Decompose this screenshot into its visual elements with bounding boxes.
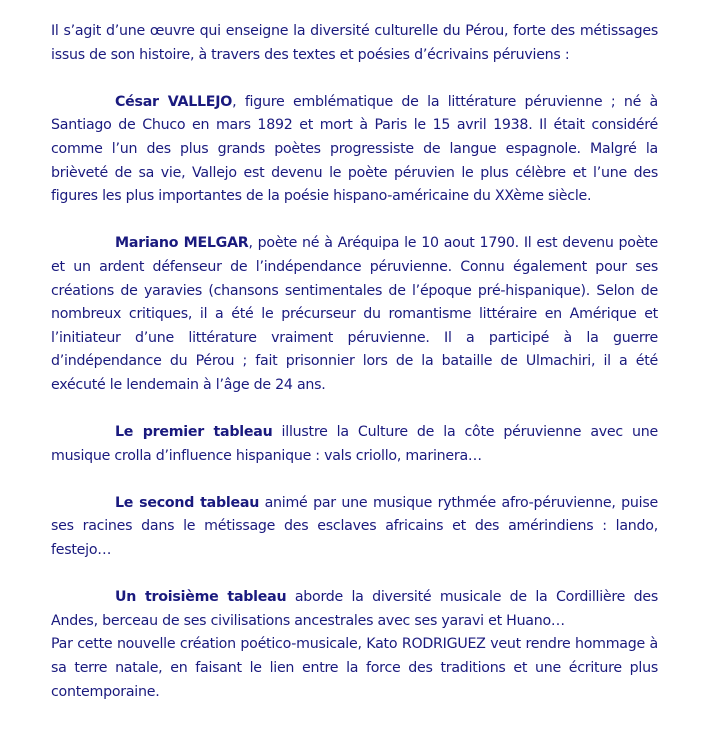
melgar-name: Mariano MELGAR [115, 235, 249, 252]
vallejo-name: César VALLEJO [115, 93, 233, 110]
tableau2-text: animé par une musique rythmée afro-péruvienne, puise ses racines dans le métissage des esclaves africains et des amérindiens : lando, festejo… [51, 494, 658, 559]
paragraph-gap [51, 563, 658, 587]
tableau3-paragraph [51, 586, 658, 633]
tableau2-title: Le second tableau [115, 494, 260, 511]
tableau1-title: Le premier tableau [115, 424, 273, 441]
paragraph-gap [51, 398, 658, 422]
conclusion-paragraph: Par cette nouvelle création poético-musicale, Kato RODRIGUEZ veut rendre hommage à sa terre natale, en faisant le lien entre la force des traditions et une écriture plus contemporaine. [51, 636, 658, 700]
paragraph-gap [51, 67, 658, 91]
document-body [51, 20, 658, 704]
vallejo-text: , figure emblématique de la littérature péruvienne ; né à Santiago de Chuco en mars 1892 et mort à Paris le 15 avril 1938. Il était considéré comme l’un des plus grands poètes progressiste de langue espagnole. Malgré la brièveté de sa vie, Vallejo est devenu le poète péruvien le plus célèbre et l’une des figures les plus importantes de la poésie hispano-américaine du XXème siècle. [51, 93, 658, 205]
tableau1-text: illustre la Culture de la côte péruvienne avec une musique crolla d’influence hispanique : vals criollo, marinera… [51, 424, 658, 464]
tableau3-text: aborde la diversité musicale de la Cordillière des Andes, berceau de ses civilisations ancestrales avec ses yaravi et Huano… [51, 589, 659, 629]
tableau3-title: Un troisième tableau [115, 589, 287, 606]
melgar-paragraph [51, 232, 658, 397]
intro-paragraph: Il s’agit d’une œuvre qui enseigne la diversité culturelle du Pérou, forte des métissages issus de son histoire, à travers des textes et poésies d’écrivains péruviens : [51, 23, 658, 63]
paragraph-gap [51, 468, 658, 492]
melgar-text: , poète né à Aréquipa le 10 aout 1790. Il est devenu poète et un ardent défenseur de l’indépendance péruvienne. Connu également pour ses créations de yaravies (chansons sentimentales de l’époque pré-hispanique). Selon de nombreux critiques, il a été le précurseur du romantisme littéraire en Amérique et l’initiateur d’une littérature vraiment péruvienne. Il a participé à la guerre d’indépendance du Pérou ; fait prisonnier lors de la bataille de Ulmachiri, il a été exécuté le lendemain à l’âge de 24 ans. [51, 235, 659, 393]
tableau1-paragraph [51, 421, 658, 468]
tableau2-paragraph [51, 492, 658, 563]
paragraph-gap [51, 209, 658, 233]
vallejo-paragraph [51, 91, 658, 209]
